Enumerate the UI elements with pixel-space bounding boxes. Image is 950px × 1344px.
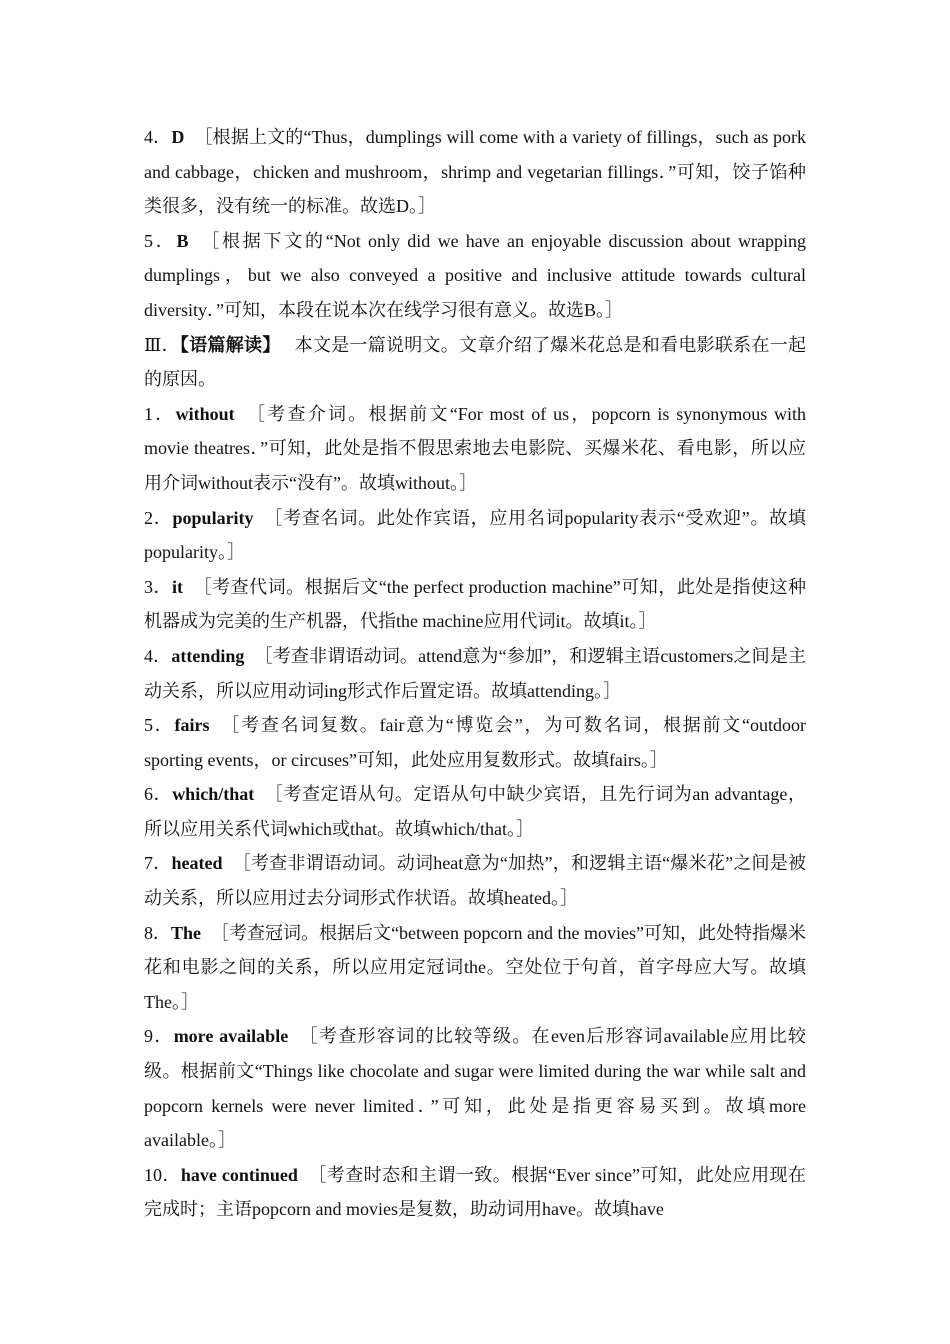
item-answer: more available [173,1026,289,1047]
item-explanation: ［考查时态和主谓一致。根据“Ever since”可知，此处应用现在完成时；主语popcorn and movies是复数，助动词用have。故填have [144,1164,806,1220]
answer-row-2 [144,501,806,570]
item-answer: B [176,230,189,251]
section-title: 【语篇解读】 [179,334,281,355]
answer-row-10 [144,1158,806,1227]
item-explanation: ［根据上文的“Thus，dumplings will come with a variety of fillings，such as pork and cabbage，chicken and mushroom，shrimp and vegetarian fillings．”可知，饺子馅种类很多，没有统一的标准。故选D。］ [144,127,806,217]
document-page [144,120,806,1227]
item-number: 7． [144,853,172,874]
section-number: Ⅲ． [144,334,180,355]
item-answer: heated [171,853,223,874]
item-answer: it [172,576,184,597]
answer-row-5 [144,708,806,777]
item-number: 4． [144,645,172,666]
section-heading [144,328,806,397]
item-explanation: ［考查形容词的比较等级。在even后形容词available应用比较级。根据前文“Things like chocolate and sugar were limited during the war while salt and popcorn kernels were never limited．”可知，此处是指更容易买到。故填more available。］ [144,1026,807,1151]
item-number: 3． [144,576,173,597]
item-answer: without [175,403,235,424]
item-number: 4． [144,127,172,147]
item-explanation: ［考查名词。此处作宾语，应用名词popularity表示“受欢迎”。故填popularity。］ [144,507,807,563]
item-answer: popularity [172,507,254,528]
item-answer: which/that [172,784,255,805]
item-number: 1． [144,403,176,424]
item-answer: have continued [180,1164,298,1185]
item-answer: fairs [174,715,210,736]
item-explanation: ［考查非谓语动词。动词heat意为“加热”，和逻辑主语“爆米花”之间是被动关系，所以应用过去分词形式作状语。故填heated。］ [144,853,807,909]
item-number: 5． [144,230,177,251]
item-explanation: ［考查代词。根据后文“the perfect production machine”可知，此处是指使这种机器成为完美的生产机器，代指the machine应用代词it。故填it。］ [144,576,806,632]
item-answer: D [171,127,185,147]
item-answer: attending [171,645,245,666]
answer-row-3 [144,570,806,639]
item-explanation: ［考查冠词。根据后文“between popcorn and the movies”可知，此处特指爆米花和电影之间的关系，所以应用定冠词the。空处位于句首，首字母应大写。故填The。］ [144,922,807,1012]
item-number: 10． [144,1164,181,1185]
answer-item-4 [144,120,806,224]
answer-row-7 [144,846,806,915]
item-explanation: ［根据下文的“Not only did we have an enjoyable discussion about wrapping dumplings，but we also conveyed a positive and inclusive attitude towards cultural diversity．”可知，本段在说本次在线学习很有意义。故选B。］ [144,230,806,320]
answer-row-1 [144,397,806,501]
section-summary: 本文是一篇说明文。文章介绍了爆米花总是和看电影联系在一起的原因。 [144,334,807,390]
item-explanation: ［考查名词复数。fair意为“博览会”，为可数名词，根据前文“outdoor sporting events，or circuses”可知，此处应用复数形式。故填fairs。］ [144,715,806,770]
answer-item-5 [144,224,806,328]
item-explanation: ［考查非谓语动词。attend意为“参加”，和逻辑主语customers之间是主动关系，所以应用动词ing形式作后置定语。故填attending。］ [144,645,807,701]
answer-row-9 [144,1019,806,1157]
item-number: 2． [144,507,173,528]
item-answer: The [171,922,202,943]
item-number: 6． [144,784,173,805]
answer-row-4 [144,639,806,708]
item-number: 5． [144,715,175,736]
item-number: 9． [144,1026,174,1047]
answer-row-8 [144,916,806,1020]
answer-row-6 [144,777,806,846]
item-explanation: ［考查定语从句。定语从句中缺少宾语，且先行词为an advantage，所以应用关系代词which或that。故填which/that。］ [144,784,806,839]
item-number: 8． [144,922,172,943]
item-explanation: ［考查介词。根据前文“For most of us，popcorn is synonymous with movie theatres．”可知，此处是指不假思索地去电影院、买爆米花、看电影，所以应用介词without表示“没有”。故填without。］ [144,403,807,493]
